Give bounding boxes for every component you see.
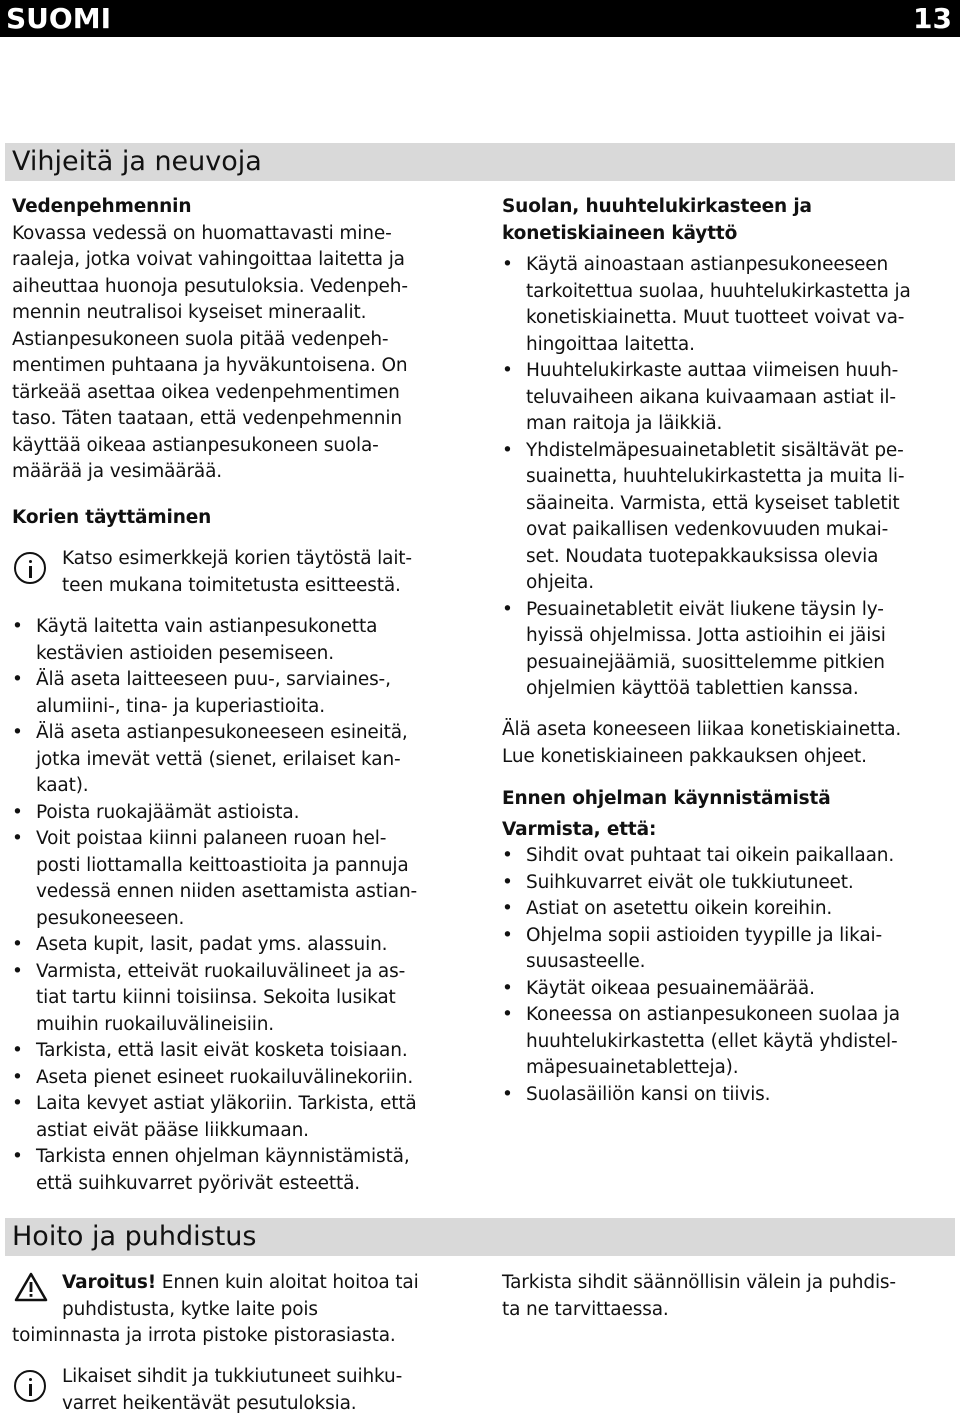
info-icon [14, 1370, 46, 1402]
bullet-line: • Älä aseta astianpesukoneeseen esineitä, [36, 722, 408, 743]
bullet-line: säaineita. Varmista, että kyseiset tabletit [526, 492, 900, 514]
list-item [12, 720, 472, 800]
section-title-tips: Vihjeitä ja neuvoja [5, 143, 955, 181]
bullet-line: • Voit poistaa kiinni palaneen ruoan hel- [36, 828, 387, 849]
bullet-line: ovat paikallisen vedenkovuuden mukai- [526, 519, 889, 540]
bullet-line: • Varmista, etteivät ruokailuvälineet ja as- [36, 960, 406, 982]
bullet-line: jotka imevät vettä (sienet, erilaiset kan- [36, 748, 401, 770]
text-line: käyttää oikeaa astianpesukoneen suola- [12, 434, 379, 456]
info-icon [14, 552, 46, 584]
bullet-line: vedessä ennen niiden asettamista astian- [36, 881, 418, 902]
list-item [502, 597, 957, 703]
warning-line: puhdistusta, kytke laite pois [62, 1298, 318, 1320]
list-item [502, 870, 957, 897]
filters-check-note [502, 1270, 957, 1323]
bullet-line: • Yhdistelmäpesuainetabletit sisältävät pe- [526, 439, 904, 461]
text-line: Lue konetiskiaineen pakkauksen ohjeet. [502, 745, 867, 767]
bullet-line: • Astiat on asetettu oikein koreihin. [526, 898, 833, 919]
info-line: Likaiset sihdit ja tukkiutuneet suihku- [62, 1366, 403, 1387]
text-line: ta ne tarvittaessa. [502, 1298, 669, 1320]
bullet-line: suainetta, huuhtelukirkastetta ja muita li- [526, 466, 905, 487]
text-line: taso. Täten taataan, että vedenpehmennin [12, 408, 402, 429]
bullet-line: huuhtelukirkastetta (ellet käytä yhdistel- [526, 1030, 898, 1052]
section-title-care: Hoito ja puhdistus [5, 1218, 955, 1256]
bullet-line: pesukoneeseen. [36, 907, 185, 929]
before-start-heading: Ennen ohjelman käynnistämistä [502, 788, 831, 809]
language-label: SUOMI [6, 2, 111, 35]
list-item [502, 843, 957, 870]
bullet-line: mäpesuainetabletteja). [526, 1057, 739, 1078]
bullet-line: muihin ruokailuvälineisiin. [36, 1013, 275, 1035]
info-line: Katso esimerkkejä korien täytöstä lait- [62, 548, 412, 569]
bullet-line: • Poista ruokajäämät astioista. [36, 801, 300, 823]
bullet-line: että suihkuvarret pyörivät esteettä. [36, 1172, 361, 1194]
bullet-line: • Älä aseta laitteeseen puu-, sarviaines-, [36, 669, 391, 690]
list-item [502, 1082, 957, 1109]
bullet-line: • Käytät oikeaa pesuainemäärää. [526, 977, 815, 999]
text-line: Astianpesukoneen suola pitää vedenpeh- [12, 328, 389, 350]
filters-info-note [62, 1364, 482, 1417]
text-line: tärkeää asettaa oikea vedenpehmentimen [12, 381, 400, 403]
loading-bullets [12, 614, 472, 1197]
bullet-line: • Ohjelma sopii astioiden tyypille ja likai- [526, 924, 883, 946]
bullet-line: set. Noudata tuotepakkauksissa olevia [526, 545, 879, 567]
warning-line: toiminnasta ja irrota pistoke pistorasiasta. [12, 1325, 396, 1346]
warning-line [62, 1270, 482, 1297]
salt-heading [502, 194, 957, 247]
list-item [12, 1065, 472, 1092]
warning-text-top [62, 1270, 482, 1323]
list-item [12, 1091, 472, 1144]
bullet-line: kaat). [36, 775, 89, 796]
list-item [12, 932, 472, 959]
bullet-line: • Pesuainetabletit eivät liukene täysin ly- [526, 598, 884, 620]
list-item [502, 1002, 957, 1082]
list-item [12, 614, 472, 667]
list-item [502, 358, 957, 438]
bullet-line: • Aseta pienet esineet ruokailuvälinekoriin. [36, 1066, 414, 1088]
text-line: Kovassa vedessä on huomattavasti mine- [12, 222, 392, 244]
text-line: raaleja, jotka voivat vahingoittaa laitetta ja [12, 249, 405, 270]
loading-heading-block [12, 505, 472, 532]
before-start-block [502, 786, 957, 1108]
bullet-line: ohjelmien käyttöä tablettien kanssa. [526, 678, 859, 699]
bullet-line: tarkoitettua suolaa, huuhtelukirkastetta ja [526, 280, 911, 302]
list-item [12, 959, 472, 1039]
list-item [502, 976, 957, 1003]
detergent-note [502, 717, 957, 770]
info-line: teen mukana toimitetusta esitteestä. [62, 574, 401, 596]
bullet-line: • Suihkuvarret eivät ole tukkiutuneet. [526, 871, 854, 893]
loading-heading: Korien täyttäminen [12, 507, 212, 528]
list-item [502, 923, 957, 976]
bullet-line: • Sihdit ovat puhtaat tai oikein paikallaan. [526, 845, 895, 866]
info-line: varret heikentävät pesutuloksia. [62, 1392, 357, 1414]
list-item [502, 252, 957, 358]
salt-block [502, 194, 957, 703]
list-item [12, 826, 472, 932]
text-line: mennin neutralisoi kyseiset mineraalit. [12, 302, 367, 323]
text-line: aiheuttaa huonoja pesutuloksia. Vedenpeh- [12, 275, 408, 297]
bullet-line: konetiskiainetta. Muut tuotteet voivat va- [526, 307, 905, 328]
bullet-line: alumiini-, tina- ja kuperiastioita. [36, 695, 325, 717]
heading-line: Suolan, huuhtelukirkasteen ja [502, 196, 812, 217]
list-item [12, 800, 472, 827]
bullet-line: teluvaiheen aikana kuivaamaan astiat il- [526, 386, 896, 408]
warning-label: Varoitus! [62, 1272, 157, 1293]
bullet-line: pesuainejäämiä, suosittelemme pitkien [526, 651, 885, 673]
loading-info-note [62, 546, 472, 599]
list-item [12, 1144, 472, 1197]
bullet-line: tiat tartu kiinni toisiinsa. Sekoita lusikat [36, 987, 396, 1008]
bullet-line: • Tarkista ennen ohjelman käynnistämistä, [36, 1146, 410, 1167]
text-line: määrää ja vesimäärää. [12, 461, 223, 482]
bullet-line: posti liottamalla keittoastioita ja pannuja [36, 854, 409, 876]
warning-icon [14, 1272, 48, 1302]
list-item [12, 667, 472, 720]
bullet-line: kestävien astioiden pesemiseen. [36, 642, 334, 664]
bullet-line: • Laita kevyet astiat yläkoriin. Tarkista, että [36, 1093, 417, 1114]
page-number: 13 [913, 2, 952, 35]
list-item [502, 438, 957, 597]
bullet-line: • Tarkista, että lasit eivät kosketa toisiaan. [36, 1040, 408, 1061]
bullet-line: • Käytä ainoastaan astianpesukoneeseen [526, 254, 889, 275]
bullet-line: • Käytä laitetta vain astianpesukonetta [36, 616, 378, 637]
list-item [502, 896, 957, 923]
water-softener-heading: Vedenpehmennin [12, 196, 192, 217]
bullet-line: astiat eivät pääse liikkumaan. [36, 1119, 309, 1141]
bullet-line: man raitoja ja läikkiä. [526, 413, 723, 434]
bullet-line: hyissä ohjelmissa. Jotta astioihin ei jäisi [526, 625, 886, 646]
bullet-line: • Aseta kupit, lasit, padat yms. alassuin. [36, 934, 388, 955]
warning-rest: Ennen kuin aloitat hoitoa tai [156, 1272, 419, 1293]
water-softener-text [12, 221, 472, 486]
bullet-line: • Koneessa on astianpesukoneen suolaa ja [526, 1004, 900, 1025]
bullet-line: hingoittaa laitetta. [526, 333, 695, 355]
heading-line: konetiskiaineen käyttö [502, 222, 738, 244]
bullet-line: • Suolasäiliön kansi on tiivis. [526, 1083, 771, 1105]
bullet-line: • Huuhtelukirkaste auttaa viimeisen huuh- [526, 360, 899, 381]
water-softener-block [12, 194, 472, 486]
warning-text-bottom [12, 1323, 472, 1350]
list-item [12, 1038, 472, 1065]
bullet-line: ohjeita. [526, 572, 594, 593]
before-start-subheading: Varmista, että: [502, 818, 657, 840]
text-line: Tarkista sihdit säännöllisin välein ja puhdis- [502, 1272, 896, 1293]
text-line: Älä aseta koneeseen liikaa konetiskiainetta. [502, 719, 902, 740]
bullet-line: suusasteelle. [526, 951, 646, 972]
page-header [0, 0, 960, 37]
text-line: mentimen puhtaana ja hyväkuntoisena. On [12, 355, 408, 376]
